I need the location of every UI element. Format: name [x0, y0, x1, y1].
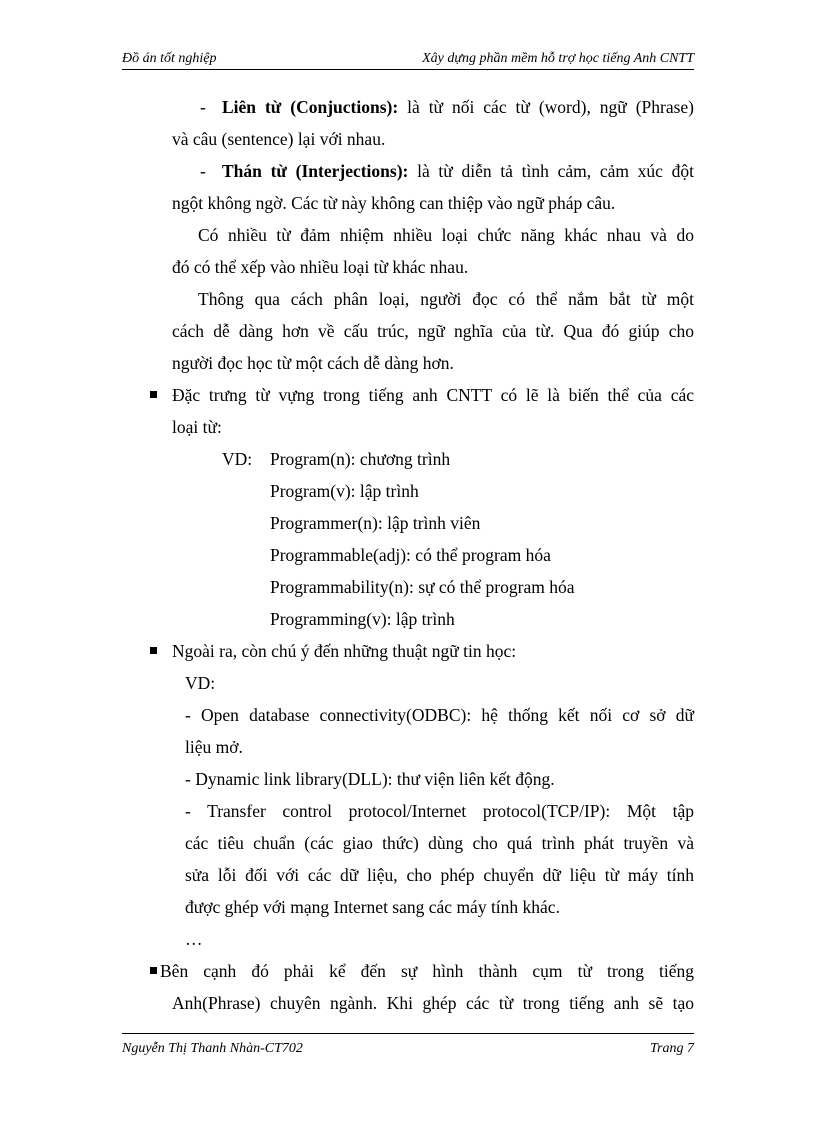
dll-line: - Dynamic link library(DLL): thư viện liên kết động. [185, 769, 555, 789]
tcpip-line-2: các tiêu chuẩn (các giao thức) dùng cho quá trình phát truyền và [185, 833, 694, 853]
classification-line-3: người đọc học từ một cách dễ dàng hơn. [172, 353, 454, 373]
odbc-line-2: liệu mở. [185, 737, 243, 757]
example-item: Programmability(n): sự có thể program hóa [270, 577, 575, 597]
phrase-line-1: Bên cạnh đó phải kể đến sự hình thành cụm từ trong tiếng [160, 961, 694, 981]
interjections-line-1 [222, 155, 694, 187]
conjunctions-term: Liên từ (Conjuctions): [222, 97, 399, 117]
phrase-bullet-paragraph [0, 955, 816, 1019]
feature-line-1: Đặc trưng từ vựng trong tiếng anh CNTT có lẽ là biến thể của các [172, 385, 694, 405]
tcpip-line-4: được ghép với mạng Internet sang các máy tính khác. [185, 897, 560, 917]
conjunctions-definition: là từ nối các từ (word), ngữ (Phrase) [407, 97, 695, 117]
conjunctions-paragraph [0, 91, 816, 155]
terms-vd-label: VD: [185, 673, 216, 693]
footer-page-number: Trang 7 [650, 1041, 694, 1056]
footer-author: Nguyễn Thị Thanh Nhàn-CT702 [122, 1041, 303, 1056]
page-footer [122, 1033, 694, 1063]
square-bullet-icon [150, 647, 157, 654]
interjections-paragraph [0, 155, 816, 219]
odbc-line-1: - Open database connectivity(ODBC): hệ thống kết nối cơ sở dữ [185, 705, 694, 725]
ellipsis-line [0, 923, 816, 955]
conjunctions-dash: - [200, 97, 206, 117]
header-left-title: Đồ án tốt nghiệp [122, 51, 217, 66]
multi-function-line-2: đó có thể xếp vào nhiều loại từ khác nhau. [172, 257, 469, 277]
feature-line-2: loại từ: [172, 417, 222, 437]
example-item: Program(n): chương trình [270, 449, 451, 469]
multi-function-line-1: Có nhiều từ đảm nhiệm nhiều loại chức năng khác nhau và do [198, 225, 694, 245]
interjections-line-2: ngột không ngờ. Các từ này không can thiệp vào ngữ pháp câu. [172, 193, 616, 213]
tcpip-line-3: sửa lỗi đối với các dữ liệu, cho phép chuyển dữ liệu từ máy tính [185, 865, 694, 885]
examples-list [0, 443, 816, 635]
odbc-term [0, 699, 816, 763]
ellipsis: … [185, 929, 203, 949]
example-item: Programmable(adj): có thể program hóa [270, 545, 551, 565]
header-right-title: Xây dựng phần mềm hỗ trợ học tiếng Anh CNTT [422, 51, 694, 66]
tcpip-term [0, 795, 816, 923]
interjections-term: Thán từ (Interjections): [222, 161, 409, 181]
conjunctions-line-2: và câu (sentence) lại với nhau. [172, 129, 386, 149]
example-item: Programmer(n): lập trình viên [270, 513, 481, 533]
example-item: Program(v): lập trình [270, 481, 419, 501]
conjunctions-line-1 [222, 91, 694, 123]
terms-bullet-paragraph [0, 635, 816, 699]
feature-bullet-paragraph [0, 379, 816, 443]
classification-paragraph [0, 283, 816, 379]
dll-term [0, 763, 816, 795]
document-body [0, 91, 816, 1019]
page-header [122, 51, 694, 70]
interjections-dash: - [200, 161, 206, 181]
classification-line-2: cách dễ dàng hơn về cấu trúc, ngữ nghĩa của từ. Qua đó giúp cho [172, 321, 694, 341]
square-bullet-icon [150, 967, 157, 974]
tcpip-line-1: - Transfer control protocol/Internet protocol(TCP/IP): Một tập [185, 801, 694, 821]
examples-vd-label: VD: [222, 449, 253, 469]
square-bullet-icon [150, 391, 157, 398]
classification-line-1: Thông qua cách phân loại, người đọc có thể nắm bắt từ một [198, 289, 694, 309]
phrase-line-2: Anh(Phrase) chuyên ngành. Khi ghép các từ trong tiếng anh sẽ tạo [172, 993, 694, 1013]
example-item: Programming(v): lập trình [270, 609, 455, 629]
interjections-definition: là từ diễn tả tình cảm, cảm xúc đột [417, 161, 695, 181]
multi-function-paragraph [0, 219, 816, 283]
terms-intro: Ngoài ra, còn chú ý đến những thuật ngữ tin học: [172, 641, 517, 661]
